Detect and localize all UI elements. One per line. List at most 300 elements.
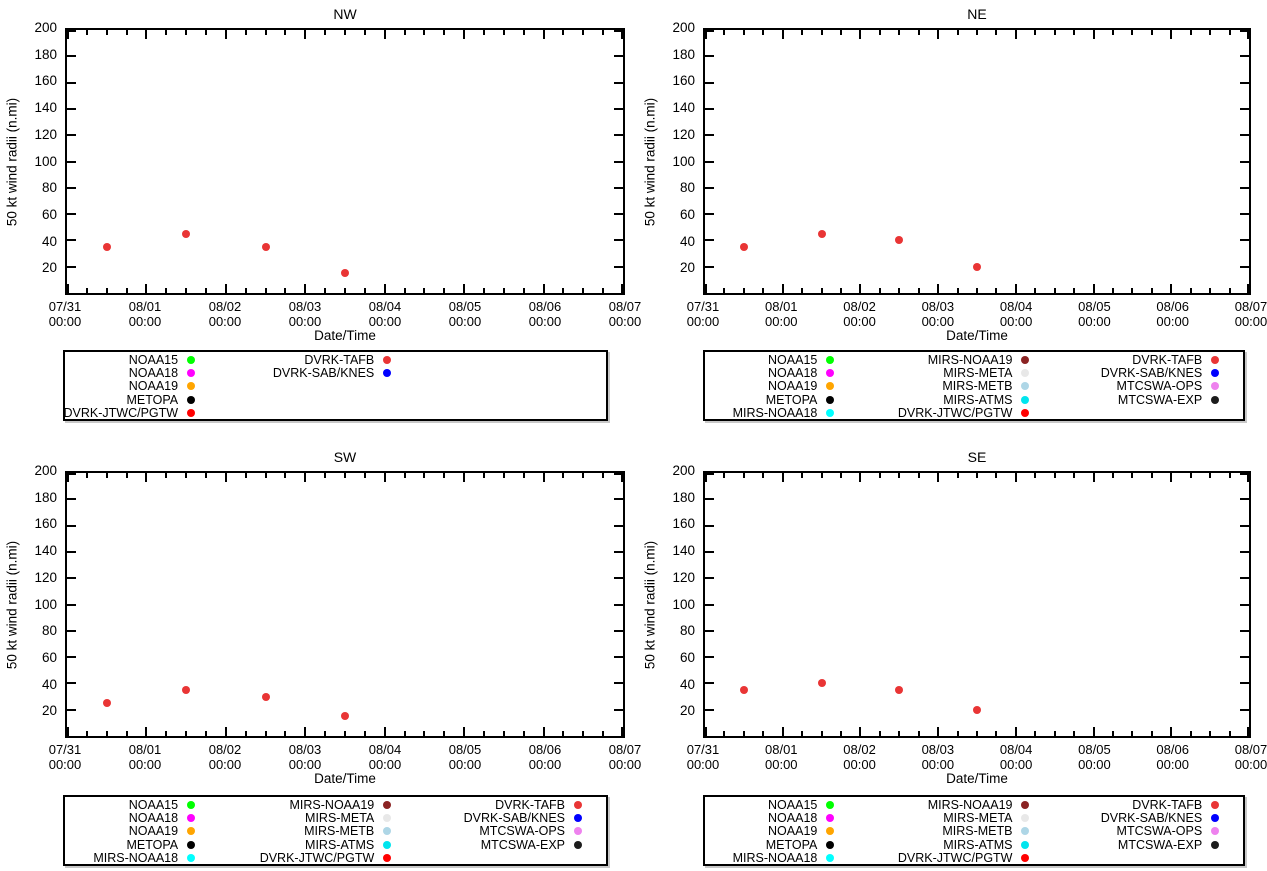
y-axis-mirror-tick [1240, 239, 1249, 241]
y-tick-label: 80 [679, 623, 695, 639]
x-axis-mirror-tick [898, 473, 900, 478]
x-axis-tick [284, 731, 286, 736]
x-axis-title: Date/Time [314, 328, 376, 343]
x-axis-tick [602, 731, 604, 736]
y-axis-tick [705, 551, 714, 553]
legend-label: NOAA19 [128, 379, 179, 394]
y-tick-label: 40 [41, 676, 57, 692]
x-axis-tick [1015, 727, 1017, 736]
x-axis-tick [1190, 288, 1192, 293]
x-axis-tick [404, 288, 406, 293]
x-axis-mirror-tick [1190, 30, 1192, 35]
y-tick-label: 20 [679, 260, 695, 276]
x-tick-date: 08/06 [1156, 742, 1189, 757]
legend-label: DVRK-JTWC/PGTW [897, 851, 1013, 866]
x-axis-tick [1034, 288, 1036, 293]
y-tick-label: 180 [672, 489, 695, 505]
x-axis-tick [957, 731, 959, 736]
x-tick-label [513, 299, 577, 329]
legend-dot-cell [178, 409, 204, 417]
x-axis-mirror-tick [523, 30, 525, 35]
x-tick-label [906, 299, 970, 329]
legend-label: MIRS-NOAA18 [93, 851, 179, 866]
x-tick-label [593, 742, 657, 772]
x-axis-tick [364, 288, 366, 293]
x-axis-mirror-tick [859, 30, 861, 39]
x-axis-tick [1112, 731, 1114, 736]
legend-entry [1008, 825, 1228, 838]
legend-entry [623, 838, 843, 851]
x-tick-label [671, 742, 735, 772]
y-axis-mirror-tick [614, 551, 623, 553]
legend-label: MTCSWA-OPS [479, 824, 566, 839]
legend-entry [1008, 393, 1228, 406]
x-axis-tick [705, 727, 707, 736]
legend-entry [1008, 366, 1228, 379]
x-tick-label [273, 742, 337, 772]
x-tick-date: 07/31 [686, 299, 720, 314]
y-axis-mirror-tick [614, 161, 623, 163]
y-axis-tick [705, 630, 714, 632]
y-axis-mirror-tick [1240, 551, 1249, 553]
x-axis-mirror-tick [344, 473, 346, 478]
data-point [973, 706, 981, 714]
y-axis-mirror-tick [1240, 682, 1249, 684]
legend-label: MIRS-ATMS [305, 837, 375, 852]
x-tick-label [749, 742, 813, 772]
y-axis-tick [67, 630, 76, 632]
x-axis-mirror-tick [840, 473, 842, 478]
x-tick-label [1062, 742, 1126, 772]
y-tick-label: 60 [679, 206, 695, 222]
y-tick-label: 40 [41, 233, 57, 249]
x-axis-tick [126, 731, 128, 736]
y-tick-label: 160 [34, 73, 57, 89]
y-axis-tick [67, 134, 76, 136]
x-tick-time: 00:00 [608, 757, 642, 772]
x-axis-tick [225, 284, 227, 293]
y-axis-mirror-tick [1240, 498, 1249, 500]
x-axis-tick [106, 731, 108, 736]
y-tick-label: 100 [34, 153, 57, 169]
x-axis-tick [918, 731, 920, 736]
data-point [262, 693, 270, 701]
x-axis-tick [1131, 288, 1133, 293]
x-tick-time: 00:00 [686, 314, 720, 329]
legend-label: DVRK-JTWC/PGTW [897, 406, 1013, 421]
legend-marker-icon [1211, 801, 1219, 809]
y-axis-title: 50 kt wind radii (n.mi) [4, 97, 20, 226]
legend-entry [0, 811, 204, 824]
x-axis-mirror-tick [284, 473, 286, 478]
y-tick-label: 60 [41, 649, 57, 665]
x-axis-tick [1073, 288, 1075, 293]
legend-dot-cell [1012, 854, 1038, 862]
x-axis-tick [1151, 731, 1153, 736]
x-axis-tick [1190, 731, 1192, 736]
legend-dot-cell [374, 369, 400, 377]
y-axis-tick [67, 709, 76, 711]
legend-entry [818, 811, 1038, 824]
x-axis-tick [705, 284, 707, 293]
x-axis-mirror-tick [324, 473, 326, 478]
legend-entry [818, 852, 1038, 865]
x-axis-mirror-tick [86, 473, 88, 478]
x-tick-label [113, 299, 177, 329]
y-axis-tick [705, 682, 714, 684]
y-tick-label: 100 [34, 596, 57, 612]
legend-dot-cell [1202, 841, 1228, 849]
x-tick-date: 08/01 [765, 742, 798, 757]
y-tick-label: 200 [672, 20, 695, 35]
x-axis-tick [543, 727, 545, 736]
x-axis-mirror-tick [782, 473, 784, 482]
y-axis-mirror-tick [614, 682, 623, 684]
x-axis-tick [976, 731, 978, 736]
x-axis-tick [245, 288, 247, 293]
y-axis-tick [67, 525, 76, 527]
legend-entry [623, 407, 843, 420]
x-tick-label [433, 299, 497, 329]
x-tick-time: 00:00 [368, 757, 402, 772]
x-axis-mirror-tick [304, 473, 306, 482]
x-axis-tick [918, 288, 920, 293]
x-tick-time: 00:00 [843, 314, 876, 329]
legend-entry [818, 407, 1038, 420]
y-axis-tick [705, 473, 714, 475]
legend-label: MIRS-METB [942, 379, 1013, 394]
y-axis-tick [705, 82, 714, 84]
x-tick-date: 08/01 [128, 742, 162, 757]
y-axis-mirror-tick [1240, 604, 1249, 606]
plot-area [65, 28, 625, 295]
x-axis-mirror-tick [543, 473, 545, 482]
legend-box [63, 795, 608, 866]
data-point [182, 686, 190, 694]
y-tick-label: 120 [672, 126, 695, 142]
y-axis-mirror-tick [614, 239, 623, 241]
x-axis-tick [743, 288, 745, 293]
legend-entry [0, 838, 204, 851]
x-axis-tick [1054, 288, 1056, 293]
y-tick-label: 80 [679, 180, 695, 196]
y-axis-mirror-tick [614, 473, 623, 475]
y-axis-tick [67, 498, 76, 500]
y-tick-label: 180 [34, 489, 57, 505]
legend-entry [180, 852, 400, 865]
legend-marker-icon [1211, 356, 1219, 364]
x-tick-date: 08/01 [765, 299, 798, 314]
legend-entry [818, 393, 1038, 406]
legend-label: NOAA15 [768, 352, 818, 367]
y-axis-tick [67, 187, 76, 189]
x-axis-tick [265, 731, 267, 736]
legend-label: MIRS-NOAA19 [927, 797, 1013, 812]
x-axis-mirror-tick [801, 473, 803, 478]
x-axis-mirror-tick [284, 30, 286, 35]
x-tick-date: 07/31 [48, 299, 82, 314]
x-tick-time: 00:00 [208, 757, 242, 772]
legend-entry [623, 852, 843, 865]
legend-label: MIRS-NOAA18 [732, 851, 818, 866]
x-axis-tick [801, 731, 803, 736]
y-axis-tick [705, 134, 714, 136]
x-axis-mirror-tick [602, 473, 604, 478]
x-tick-time: 00:00 [1078, 314, 1111, 329]
legend-label: DVRK-SAB/KNES [1100, 811, 1203, 826]
x-tick-date: 08/04 [999, 742, 1033, 757]
legend-label: MIRS-ATMS [943, 392, 1013, 407]
legend-label: MTCSWA-EXP [480, 837, 566, 852]
x-axis-mirror-tick [1073, 473, 1075, 478]
legend-entry [818, 353, 1038, 366]
legend-label: MIRS-NOAA19 [289, 797, 375, 812]
legend-entry [623, 393, 843, 406]
x-tick-time: 00:00 [128, 757, 162, 772]
legend-label: MIRS-META [305, 811, 375, 826]
x-axis-mirror-tick [404, 30, 406, 35]
x-axis-tick [1229, 731, 1231, 736]
legend-dot-cell [565, 841, 591, 849]
legend-entry [623, 811, 843, 824]
x-axis-mirror-tick [1093, 30, 1095, 39]
x-tick-time: 00:00 [843, 757, 876, 772]
data-point [895, 686, 903, 694]
x-axis-mirror-tick [265, 30, 267, 35]
legend-dot-cell [1202, 827, 1228, 835]
legend-box [703, 795, 1245, 866]
legend-marker-icon [1021, 409, 1029, 417]
x-axis-tick [324, 288, 326, 293]
x-axis-tick [324, 731, 326, 736]
legend-marker-icon [1211, 382, 1219, 390]
x-tick-label [193, 299, 257, 329]
y-axis-tick [67, 551, 76, 553]
data-point [740, 686, 748, 694]
data-point [895, 236, 903, 244]
x-axis-mirror-tick [898, 30, 900, 35]
legend-label: MIRS-META [943, 811, 1013, 826]
legend-label: MIRS-METB [942, 824, 1013, 839]
y-tick-label: 40 [679, 676, 695, 692]
x-tick-time: 00:00 [448, 757, 482, 772]
legend-label: DVRK-JTWC/PGTW [259, 851, 375, 866]
legend-label: MTCSWA-EXP [1117, 392, 1203, 407]
y-axis-mirror-tick [1240, 161, 1249, 163]
x-axis-mirror-tick [723, 30, 725, 35]
x-axis-tick [1073, 731, 1075, 736]
x-axis-mirror-tick [126, 473, 128, 478]
legend-label: DVRK-JTWC/PGTW [63, 406, 179, 421]
y-axis-tick [67, 239, 76, 241]
x-axis-tick [582, 288, 584, 293]
legend-dot-cell [374, 356, 400, 364]
x-axis-mirror-tick [483, 473, 485, 478]
legend-column [623, 798, 843, 865]
x-tick-label [433, 742, 497, 772]
y-axis-tick [67, 266, 76, 268]
y-tick-label: 160 [672, 73, 695, 89]
data-point [103, 243, 111, 251]
x-axis-tick [621, 727, 623, 736]
panel-title: NW [333, 6, 357, 22]
legend-entry [0, 852, 204, 865]
y-axis-tick [705, 239, 714, 241]
legend-dot-cell [1012, 409, 1038, 417]
legend-label: METOPA [126, 837, 179, 852]
legend-label: NOAA15 [768, 797, 818, 812]
y-axis-tick [705, 498, 714, 500]
x-axis-mirror-tick [185, 30, 187, 35]
y-axis-mirror-tick [614, 213, 623, 215]
x-axis-mirror-tick [463, 473, 465, 482]
y-axis-mirror-tick [614, 630, 623, 632]
legend-box [703, 350, 1245, 421]
x-axis-mirror-tick [1229, 473, 1231, 478]
x-axis-tick [483, 731, 485, 736]
x-tick-date: 08/05 [1078, 299, 1111, 314]
legend-entry [371, 798, 591, 811]
legend-entry [1008, 353, 1228, 366]
x-tick-date: 08/07 [608, 742, 642, 757]
x-axis-tick [801, 288, 803, 293]
x-axis-mirror-tick [106, 30, 108, 35]
data-point [341, 269, 349, 277]
x-tick-label [749, 299, 813, 329]
y-axis-mirror-tick [614, 266, 623, 268]
x-axis-tick [723, 731, 725, 736]
x-axis-tick [145, 727, 147, 736]
y-tick-label: 160 [34, 516, 57, 532]
legend-column [371, 798, 591, 852]
y-tick-label: 200 [34, 20, 57, 35]
legend-entry [623, 353, 843, 366]
y-tick-label: 200 [34, 463, 57, 478]
legend-entry [1008, 380, 1228, 393]
x-axis-tick [859, 284, 861, 293]
y-tick-label: 60 [41, 206, 57, 222]
y-axis-mirror-tick [1240, 656, 1249, 658]
x-axis-mirror-tick [1151, 30, 1153, 35]
x-axis-tick [879, 731, 881, 736]
x-axis-mirror-tick [1034, 30, 1036, 35]
x-axis-mirror-tick [879, 473, 881, 478]
legend-label: MIRS-METB [304, 824, 375, 839]
x-axis-mirror-tick [743, 30, 745, 35]
legend-entry [1008, 811, 1228, 824]
x-axis-tick [443, 731, 445, 736]
legend-marker-icon [1211, 369, 1219, 377]
x-tick-time: 00:00 [288, 757, 322, 772]
legend-entry [623, 366, 843, 379]
x-axis-mirror-tick [743, 473, 745, 478]
y-axis-mirror-tick [614, 134, 623, 136]
y-axis-tick [67, 473, 76, 475]
x-tick-label [828, 299, 892, 329]
legend-entry [818, 380, 1038, 393]
x-tick-label [33, 742, 97, 772]
legend-label: METOPA [765, 837, 818, 852]
x-axis-tick [106, 288, 108, 293]
x-axis-title: Date/Time [314, 771, 376, 786]
x-axis-tick [995, 288, 997, 293]
y-axis-mirror-tick [614, 108, 623, 110]
x-axis-tick [1131, 731, 1133, 736]
x-axis-mirror-tick [1131, 473, 1133, 478]
x-axis-tick [1247, 284, 1249, 293]
legend-label: DVRK-TAFB [304, 352, 375, 367]
x-tick-time: 00:00 [1234, 757, 1267, 772]
x-axis-mirror-tick [937, 30, 939, 39]
legend-entry [818, 825, 1038, 838]
y-axis-mirror-tick [614, 656, 623, 658]
x-axis-mirror-tick [165, 473, 167, 478]
legend-label: MIRS-NOAA18 [732, 406, 818, 421]
x-tick-label [1141, 742, 1205, 772]
x-axis-tick [1209, 731, 1211, 736]
x-axis-mirror-tick [937, 473, 939, 482]
y-axis-mirror-tick [1240, 187, 1249, 189]
legend-label: MIRS-META [943, 366, 1013, 381]
legend-marker-icon [187, 409, 195, 417]
legend-label: DVRK-SAB/KNES [463, 811, 566, 826]
x-tick-date: 08/02 [208, 299, 242, 314]
y-axis-mirror-tick [614, 577, 623, 579]
x-tick-date: 08/07 [608, 299, 642, 314]
x-axis-tick [245, 731, 247, 736]
y-tick-label: 140 [672, 543, 695, 559]
data-point [740, 243, 748, 251]
legend-dot-cell [565, 827, 591, 835]
x-axis-tick [1170, 284, 1172, 293]
y-axis-tick [67, 161, 76, 163]
x-axis-mirror-tick [443, 473, 445, 478]
x-tick-label [906, 742, 970, 772]
x-tick-label [193, 742, 257, 772]
legend-marker-icon [574, 814, 582, 822]
x-tick-label [353, 299, 417, 329]
x-axis-mirror-tick [1054, 30, 1056, 35]
legend-dot-cell [1202, 356, 1228, 364]
y-axis-mirror-tick [614, 187, 623, 189]
x-tick-time: 00:00 [368, 314, 402, 329]
x-axis-tick [821, 731, 823, 736]
x-axis-tick [723, 288, 725, 293]
x-axis-tick [126, 288, 128, 293]
legend-marker-icon [574, 801, 582, 809]
y-tick-label: 20 [679, 703, 695, 719]
y-tick-label: 60 [679, 649, 695, 665]
y-tick-label: 120 [34, 126, 57, 142]
x-axis-tick [995, 731, 997, 736]
x-tick-label [828, 742, 892, 772]
x-axis-mirror-tick [1170, 30, 1172, 39]
x-tick-label [984, 299, 1048, 329]
legend-entry [371, 811, 591, 824]
x-tick-date: 08/05 [1078, 742, 1111, 757]
legend-label: DVRK-SAB/KNES [272, 366, 375, 381]
x-tick-label [1141, 299, 1205, 329]
y-axis-tick [705, 266, 714, 268]
x-tick-label [984, 742, 1048, 772]
x-axis-mirror-tick [1034, 473, 1036, 478]
panel-title: SW [333, 449, 357, 465]
x-axis-mirror-tick [582, 473, 584, 478]
y-axis-mirror-tick [1240, 213, 1249, 215]
y-axis-mirror-tick [1240, 473, 1249, 475]
x-tick-time: 00:00 [1234, 314, 1267, 329]
x-tick-label [113, 742, 177, 772]
